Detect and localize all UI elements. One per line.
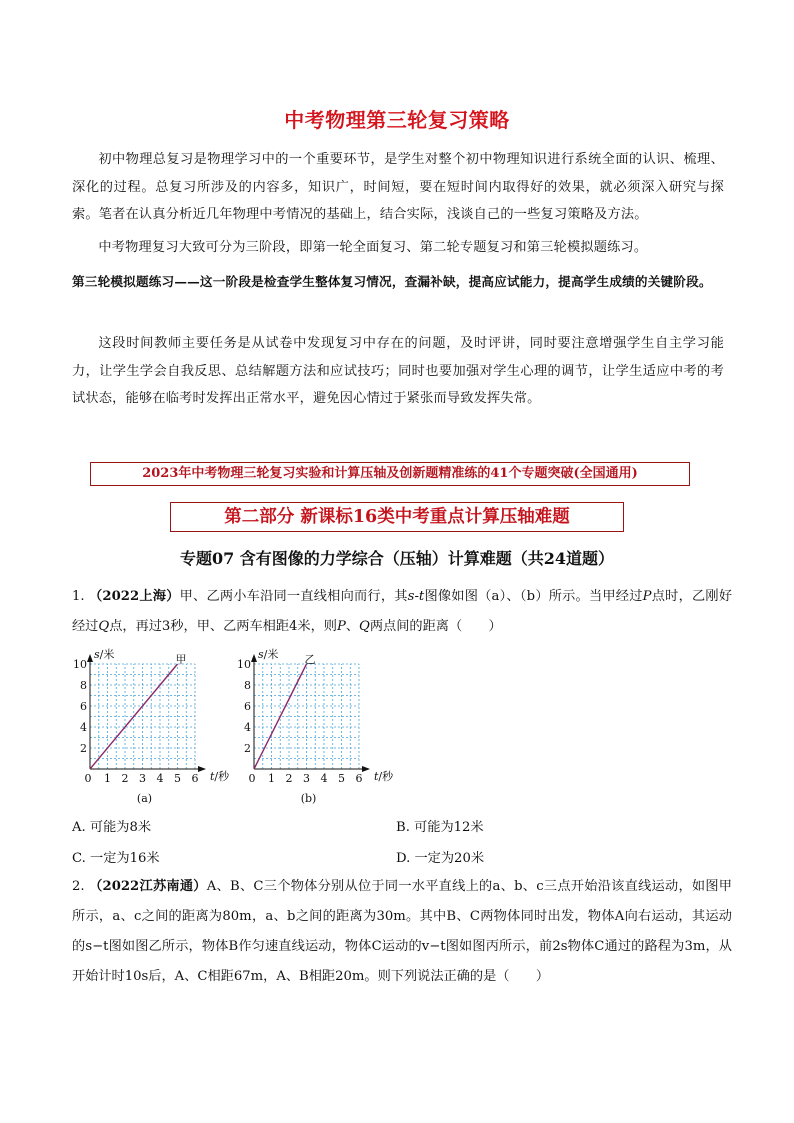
x-tick-label: 0 (248, 772, 256, 785)
question-source: （2022江苏南通） (89, 879, 207, 894)
choice-d[interactable]: D. 一定为20米 (396, 851, 485, 866)
question-source: （2022上海） (89, 589, 180, 604)
x-axis-label: t/秒 (374, 770, 394, 783)
page-title: 中考物理第三轮复习策略 (284, 108, 510, 132)
x-tick-label: 2 (285, 772, 293, 785)
x-axis-label: t/秒 (210, 770, 230, 783)
series-label: 乙 (304, 653, 316, 666)
y-tick-label: 8 (80, 679, 87, 692)
question-number: 2. (72, 879, 85, 894)
intro-paragraph-1: 初中物理总复习是物理学习中的一个重要环节，是学生对整个初中物理知识进行系统全面的认识、梳理、深化的过程。总复习所涉及的内容多，知识广，时间短，要在短时间内取得好的效果，就必须深入研究与探索。笔者在认真分析近几年物理中考情况的基础上，结合实际，浅谈自己的一些复习策略及方法。 (72, 152, 724, 222)
x-tick-label: 1 (268, 772, 275, 785)
series-label: 甲 (175, 653, 187, 666)
series-banner: 2023年中考物理三轮复习实验和计算压轴及创新题精准练的41个专题突破(全国通用) (90, 462, 690, 486)
x-tick-label: 4 (156, 772, 164, 785)
x-tick-label: 4 (320, 772, 328, 785)
x-tick-label: 5 (338, 772, 345, 785)
y-axis-label: s/米 (94, 648, 115, 661)
x-axis-arrow (198, 766, 206, 772)
y-axis-arrow (251, 654, 257, 662)
y-tick-label: 10 (73, 658, 87, 671)
y-tick-label: 8 (244, 679, 251, 692)
graph-a (70, 648, 250, 808)
x-tick-label: 2 (121, 772, 129, 785)
intro-paragraph-2: 中考物理复习大致可分为三阶段，即第一轮全面复习、第二轮专题复习和第三轮模拟题练习。 (98, 240, 648, 255)
y-tick-label: 4 (80, 721, 87, 734)
y-tick-label: 4 (244, 721, 251, 734)
question-1-text: 1. （2022上海）甲、乙两小车沿同一直线相向而行，其s-t图像如图（a）、（b）所示。当甲经过P点时，乙刚好经过Q点，再过3秒，甲、乙两车相距4米，则P、Q两点间的距离（ ） (72, 589, 733, 634)
intro-paragraph-3: 第三轮模拟题练习——这一阶段是检查学生整体复习情况，查漏补缺，提高应试能力，提高学生成绩的关键阶段。 (72, 274, 712, 289)
x-axis-arrow (362, 766, 370, 772)
x-tick-label: 6 (355, 772, 363, 785)
graph-caption: (b) (300, 792, 317, 805)
graph-caption: (a) (136, 792, 153, 805)
x-tick-label: 3 (303, 772, 310, 785)
x-tick-label: 1 (104, 772, 111, 785)
choice-b[interactable]: B. 可能为12米 (396, 820, 484, 835)
y-tick-label: 6 (80, 700, 87, 713)
x-tick-label: 6 (191, 772, 199, 785)
x-tick-label: 3 (139, 772, 146, 785)
question-2-text: 2. （2022江苏南通）A、B、C三个物体分别从位于同一水平直线上的a、b、c三点开始沿该直线运动，如图甲所示，a、c之间的距离为80m，a、b之间的距离为30m。其中B、C两物体同时出发，物体A向右运动，其运动的s−t图如图乙所示，物体B作匀速直线运动，物体C运动的v−t图如图丙所示，前2s物体C通过的路程为3m，从开始计时10s后，A、C相距67m，A、B相距20m。则下列说法正确的是（ ） (72, 879, 732, 984)
section-heading: 第二部分 新课标16类中考重点计算压轴难题 (170, 502, 624, 532)
choice-a[interactable]: A. 可能为8米 (72, 820, 152, 835)
intro-paragraph-4: 这段时间教师主要任务是从试卷中发现复习中存在的问题，及时评讲，同时要注意增强学生自主学习能力，让学生学会自我反思、总结解题方法和应试技巧；同时也要加强对学生心理的调节，让学生适应中考的考试状态，能够在临考时发挥出正常水平，避免因心情过于紧张而导致发挥失常。 (72, 336, 724, 406)
y-tick-label: 2 (80, 742, 87, 755)
y-tick-label: 6 (244, 700, 251, 713)
graph-b (234, 648, 414, 808)
choice-c[interactable]: C. 一定为16米 (72, 851, 160, 866)
question-number: 1. (72, 589, 85, 604)
y-tick-label: 10 (237, 658, 251, 671)
topic-heading: 专题07 含有图像的力学综合（压轴）计算难题（共24道题） (179, 549, 615, 568)
y-tick-label: 2 (244, 742, 251, 755)
x-tick-label: 5 (174, 772, 181, 785)
y-axis-label: s/米 (258, 648, 279, 661)
y-axis-arrow (87, 654, 93, 662)
x-tick-label: 0 (84, 772, 92, 785)
